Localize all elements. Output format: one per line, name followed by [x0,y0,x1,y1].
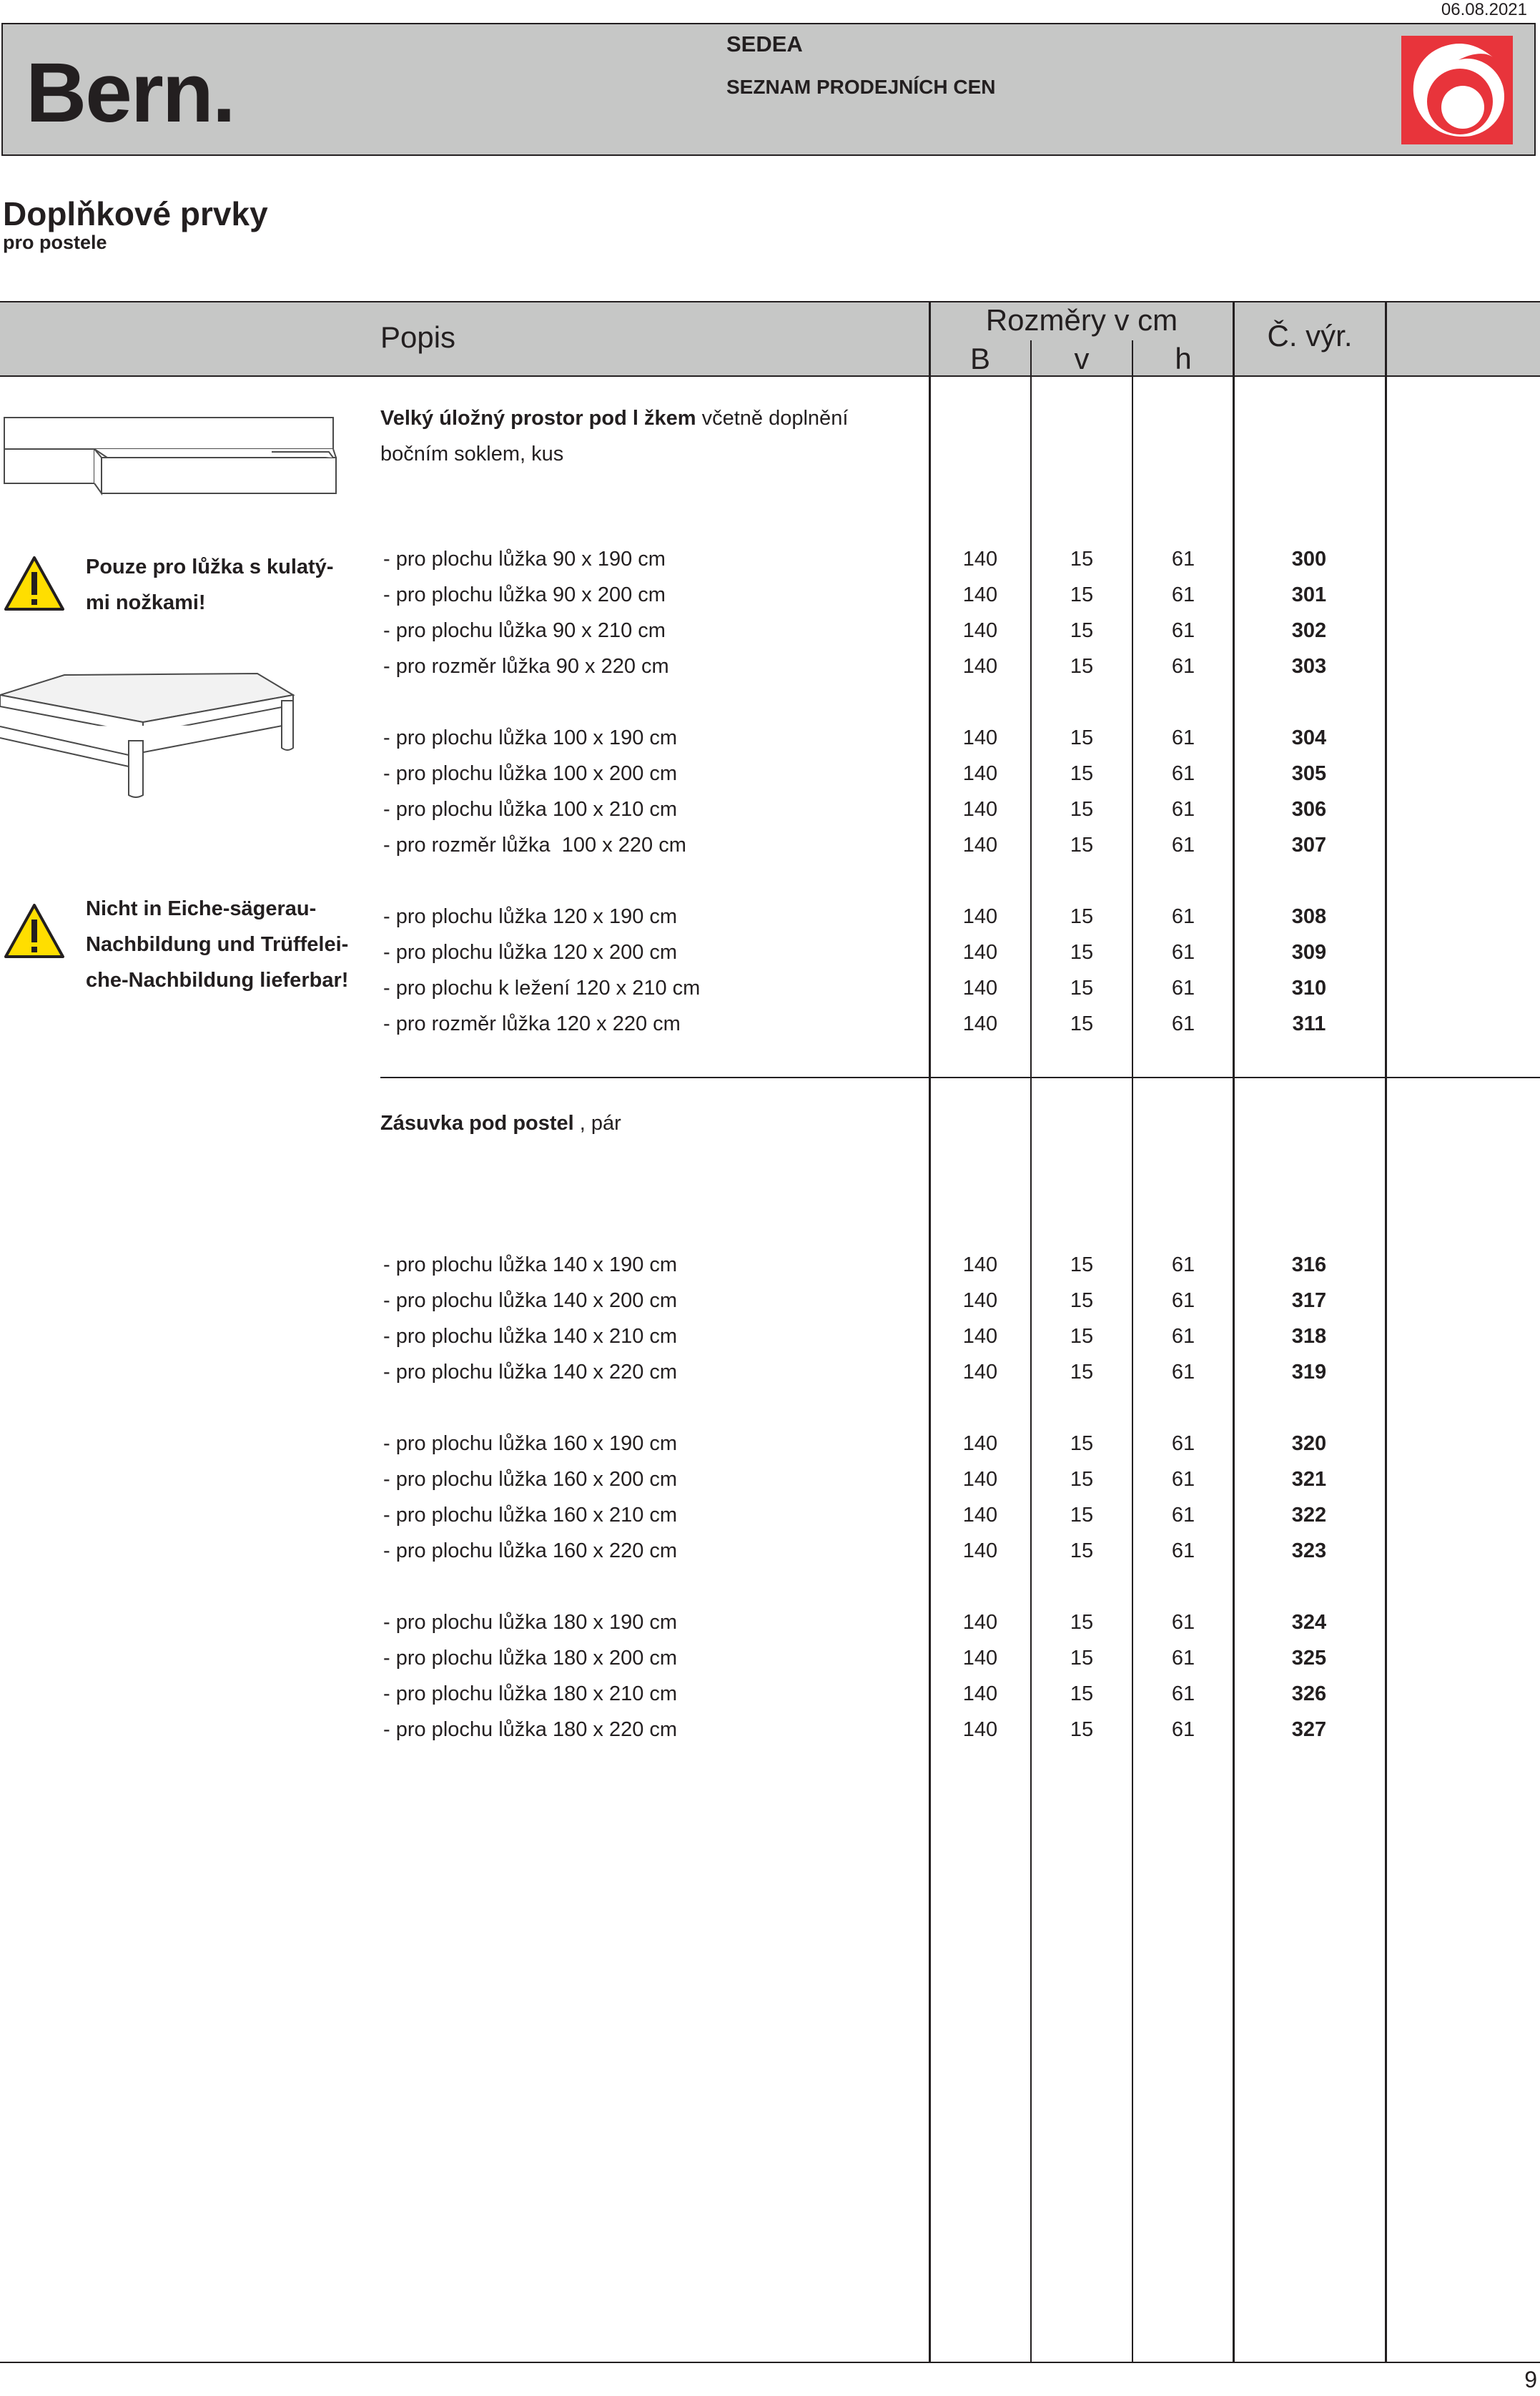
storage-row-height: 15 [1070,762,1094,785]
warning-icon [3,555,66,612]
storage-row-width: 140 [962,905,998,928]
drawer-row-width: 140 [962,1718,998,1741]
storage-row-width: 140 [962,726,998,749]
storage-row-label: - pro plochu k ležení 120 x 210 cm [383,977,701,1000]
storage-row-label: - pro plochu lůžka 100 x 210 cm [383,798,678,821]
drawer-row-width: 140 [962,1504,998,1527]
storage-row-depth: 61 [1171,941,1195,964]
col-header-v: v [1074,342,1090,375]
drawer-row-label: - pro plochu lůžka 140 x 210 cm [383,1325,678,1348]
drawer-row-article-number: 326 [1291,1682,1327,1705]
page-number: 9 [1524,2367,1537,2392]
drawer-row-height: 15 [1070,1718,1094,1741]
group-title-storage-line2: bočním soklem, kus [380,443,564,465]
drawer-row-article-number: 327 [1291,1718,1327,1741]
col-header-popis: Popis [380,320,456,354]
storage-row-article-number: 300 [1291,548,1327,571]
drawer-row-depth: 61 [1171,1432,1195,1455]
storage-row-article-number: 311 [1292,1012,1326,1035]
drawer-row-height: 15 [1070,1682,1094,1705]
drawer-row-article-number: 323 [1291,1539,1327,1562]
drawer-row-depth: 61 [1171,1682,1195,1705]
drawer-row-width: 140 [962,1361,998,1384]
note-availability-line2: Nachbildung und Trüffelei- [86,933,349,956]
col-header-code: Č. výr. [1267,319,1353,353]
group-title-bold: Velký úložný prostor pod l žkem [380,407,696,430]
drawer-row-depth: 61 [1171,1253,1195,1276]
storage-row-depth: 61 [1171,798,1195,821]
storage-row-depth: 61 [1171,762,1195,785]
storage-row-depth: 61 [1171,905,1195,928]
drawer-row-article-number: 324 [1291,1611,1327,1634]
storage-row-label: - pro rozměr lůžka 120 x 220 cm [383,1012,681,1035]
column-divider [1385,301,1387,2363]
group-title-rest: , pár [573,1112,621,1135]
storage-row-article-number: 305 [1291,762,1327,785]
col-header-b: B [969,342,990,375]
storage-row-height: 15 [1070,619,1094,642]
section-subtitle: pro postele [3,232,107,253]
storage-row-label: - pro plochu lůžka 120 x 190 cm [383,905,678,928]
note-availability-line1: Nicht in Eiche-sägerau- [86,897,317,920]
drawer-row-depth: 61 [1171,1611,1195,1634]
drawer-row-article-number: 322 [1291,1504,1327,1527]
storage-row-article-number: 304 [1291,726,1327,749]
collection-name: Bern. [26,46,235,140]
storage-row-article-number: 310 [1291,977,1327,1000]
storage-row-label: - pro rozměr lůžka 90 x 220 cm [383,655,669,678]
drawer-row-label: - pro plochu lůžka 160 x 220 cm [383,1539,678,1562]
storage-row-height: 15 [1070,941,1094,964]
drawer-row-label: - pro plochu lůžka 160 x 210 cm [383,1504,678,1527]
storage-row-height: 15 [1070,655,1094,678]
storage-row-height: 15 [1070,726,1094,749]
storage-row-height: 15 [1070,834,1094,857]
drawer-row-article-number: 325 [1291,1647,1327,1670]
drawer-row-label: - pro plochu lůžka 180 x 190 cm [383,1611,678,1634]
drawer-row-article-number: 317 [1291,1289,1327,1312]
group-title-rest: včetně doplnění [696,407,849,430]
storage-row-label: - pro plochu lůžka 90 x 190 cm [383,548,666,571]
group-separator [380,1077,1540,1078]
col-header-h: h [1175,342,1192,375]
drawer-row-height: 15 [1070,1539,1094,1562]
drawer-row-height: 15 [1070,1253,1094,1276]
drawer-row-height: 15 [1070,1361,1094,1384]
drawer-row-depth: 61 [1171,1504,1195,1527]
drawer-row-height: 15 [1070,1647,1094,1670]
brand-name: SEDEA [726,31,803,56]
storage-row-width: 140 [962,834,998,857]
note-round-legs-line2: mi nožkami! [86,591,206,614]
storage-row-depth: 61 [1171,977,1195,1000]
table-bottom-line [0,2362,1540,2363]
drawer-row-article-number: 321 [1291,1468,1327,1491]
storage-row-article-number: 307 [1291,834,1327,857]
storage-row-width: 140 [962,762,998,785]
drawer-row-article-number: 316 [1291,1253,1327,1276]
storage-row-depth: 61 [1171,583,1195,606]
drawer-row-article-number: 320 [1291,1432,1327,1455]
storage-row-article-number: 303 [1291,655,1327,678]
drawer-row-width: 140 [962,1647,998,1670]
storage-row-width: 140 [962,977,998,1000]
storage-row-width: 140 [962,1012,998,1035]
drawer-row-width: 140 [962,1253,998,1276]
drawer-row-label: - pro plochu lůžka 160 x 200 cm [383,1468,678,1491]
storage-row-width: 140 [962,583,998,606]
drawer-row-height: 15 [1070,1325,1094,1348]
storage-row-article-number: 302 [1291,619,1327,642]
drawer-row-label: - pro plochu lůžka 180 x 210 cm [383,1682,678,1705]
storage-row-height: 15 [1070,977,1094,1000]
drawer-row-height: 15 [1070,1504,1094,1527]
column-divider [1132,340,1133,2363]
note-availability-line3: che-Nachbildung lieferbar! [86,969,349,992]
storage-row-height: 15 [1070,1012,1094,1035]
storage-row-depth: 61 [1171,655,1195,678]
storage-row-depth: 61 [1171,619,1195,642]
drawer-row-width: 140 [962,1682,998,1705]
drawer-row-depth: 61 [1171,1361,1195,1384]
drawer-row-height: 15 [1070,1611,1094,1634]
storage-row-depth: 61 [1171,726,1195,749]
storage-box-illustration [0,413,340,498]
bed-round-legs-illustration [0,669,300,798]
storage-row-depth: 61 [1171,548,1195,571]
drawer-row-depth: 61 [1171,1468,1195,1491]
drawer-row-label: - pro plochu lůžka 180 x 220 cm [383,1718,678,1741]
column-divider [1030,340,1032,2363]
storage-row-label: - pro plochu lůžka 90 x 210 cm [383,619,666,642]
drawer-row-label: - pro plochu lůžka 140 x 220 cm [383,1361,678,1384]
storage-row-article-number: 306 [1291,798,1327,821]
drawer-row-label: - pro plochu lůžka 140 x 200 cm [383,1289,678,1312]
drawer-row-article-number: 318 [1291,1325,1327,1348]
storage-row-width: 140 [962,619,998,642]
drawer-row-label: - pro plochu lůžka 160 x 190 cm [383,1432,678,1455]
drawer-row-depth: 61 [1171,1289,1195,1312]
drawer-row-depth: 61 [1171,1539,1195,1562]
drawer-row-height: 15 [1070,1468,1094,1491]
storage-row-height: 15 [1070,905,1094,928]
group-title-bold: Zásuvka pod postel [380,1112,574,1135]
section-title: Doplňkové prvky [3,195,268,232]
drawer-row-depth: 61 [1171,1325,1195,1348]
drawer-row-width: 140 [962,1611,998,1634]
col-header-dimensions: Rozměry v cm [985,303,1178,337]
drawer-row-width: 140 [962,1289,998,1312]
drawer-row-depth: 61 [1171,1647,1195,1670]
storage-row-height: 15 [1070,798,1094,821]
drawer-row-width: 140 [962,1325,998,1348]
storage-row-article-number: 309 [1291,941,1327,964]
group-title-drawer [380,1105,621,1141]
storage-row-label: - pro plochu lůžka 120 x 200 cm [383,941,678,964]
storage-row-width: 140 [962,798,998,821]
drawer-row-width: 140 [962,1432,998,1455]
brand-logo-icon [1401,36,1513,144]
drawer-row-width: 140 [962,1539,998,1562]
note-round-legs-line1: Pouze pro lůžka s kulatý- [86,556,334,578]
drawer-row-article-number: 319 [1291,1361,1327,1384]
storage-row-depth: 61 [1171,1012,1195,1035]
storage-row-label: - pro plochu lůžka 100 x 190 cm [383,726,678,749]
storage-row-width: 140 [962,548,998,571]
document-date: 06.08.2021 [1441,0,1527,19]
drawer-row-height: 15 [1070,1432,1094,1455]
storage-row-label: - pro plochu lůžka 90 x 200 cm [383,583,666,606]
storage-row-article-number: 308 [1291,905,1327,928]
storage-row-width: 140 [962,941,998,964]
drawer-row-height: 15 [1070,1289,1094,1312]
storage-row-height: 15 [1070,583,1094,606]
storage-row-depth: 61 [1171,834,1195,857]
drawer-row-depth: 61 [1171,1718,1195,1741]
drawer-row-width: 140 [962,1468,998,1491]
group-title-storage [380,400,848,436]
storage-row-label: - pro plochu lůžka 100 x 200 cm [383,762,678,785]
warning-icon [3,902,66,960]
drawer-row-label: - pro plochu lůžka 140 x 190 cm [383,1253,678,1276]
storage-row-article-number: 301 [1291,583,1327,606]
document-type: SEZNAM PRODEJNÍCH CEN [726,76,996,98]
storage-row-label: - pro rozměr lůžka 100 x 220 cm [383,834,686,857]
storage-row-height: 15 [1070,548,1094,571]
storage-row-width: 140 [962,655,998,678]
drawer-row-label: - pro plochu lůžka 180 x 200 cm [383,1647,678,1670]
